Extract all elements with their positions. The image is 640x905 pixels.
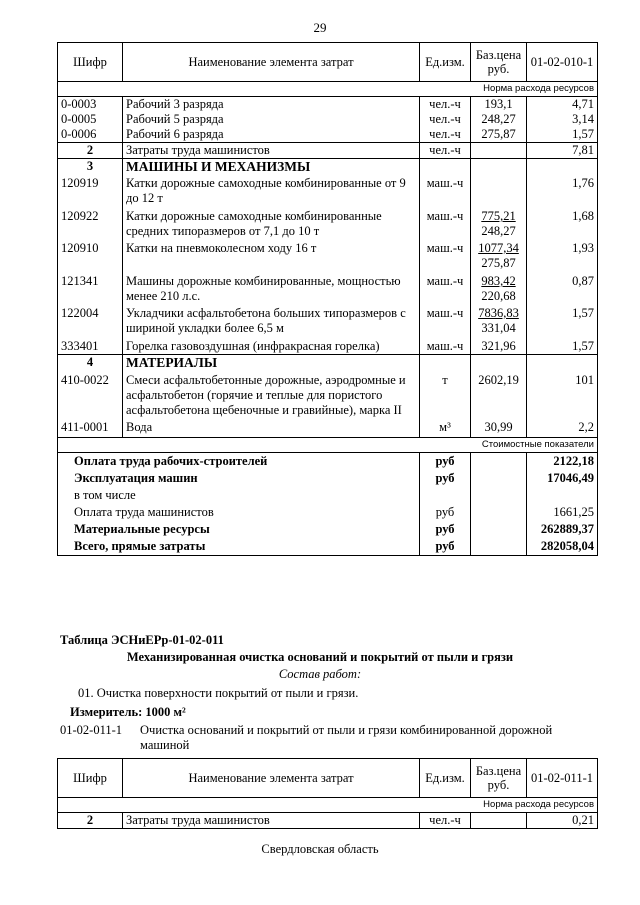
- col-name-header: Наименование элемента затрат: [123, 759, 420, 798]
- section-row-machines: 3 МАШИНЫ И МЕХАНИЗМЫ: [58, 159, 598, 175]
- table-row: 2 Затраты труда машинистов чел.-ч 0,21: [58, 813, 598, 829]
- work-item: 01. Очистка поверхности покрытий от пыли и грязи.: [78, 686, 359, 700]
- col-code-header: Шифр: [58, 43, 123, 82]
- col-norm-code-header: 01-02-010-1: [527, 43, 598, 82]
- table-row: 120922 Катки дорожные самоходные комбинированные средних типоразмеров от 7,1 до 10 т маш.-ч 775,21 248,27 1,68: [58, 206, 598, 239]
- summary-row: Оплата труда рабочих-строителей руб 2122,18: [58, 453, 598, 471]
- norm-label: Норма расхода ресурсов: [58, 798, 598, 813]
- norm-label-row: [58, 798, 598, 813]
- work-composition-label: Состав работ:: [278, 667, 362, 681]
- page-footer: Свердловская область: [261, 842, 379, 856]
- norm-label: Норма расхода ресурсов: [58, 82, 598, 97]
- table-row: 122004 Укладчики асфальтобетона больших типоразмеров с шириной укладки более 6,5 м маш.-ч 7836,83 331,04 1,57: [58, 304, 598, 336]
- table-row: 0-0006 Рабочий 6 разряда чел.-ч 275,87 1,57: [58, 127, 598, 143]
- summary-row: Оплата труда машинистов руб 1661,25: [58, 504, 598, 521]
- col-norm-code-header: 01-02-011-1: [527, 759, 598, 798]
- resource-norms-table-01-02-011: [57, 758, 598, 829]
- summary-row: Эксплуатация машин руб 17046,49: [58, 470, 598, 487]
- col-unit-header: Ед.изм.: [420, 43, 471, 82]
- table-row: 120919 Катки дорожные самоходные комбинированные от 9 до 12 т маш.-ч 1,76: [58, 174, 598, 206]
- col-code-header: Шифр: [58, 759, 123, 798]
- measure-unit: Измеритель: 1000 м²: [70, 705, 186, 719]
- norm-label-row: [58, 82, 598, 97]
- cost-indicators-label: Стоимостные показатели: [58, 438, 598, 453]
- section-row-materials: 4 МАТЕРИАЛЫ: [58, 355, 598, 371]
- table-row: 411-0001 Вода м³ 30,99 2,2: [58, 418, 598, 438]
- table-row: 2 Затраты труда машинистов чел.-ч 7,81: [58, 143, 598, 159]
- table-row: 410-0022 Смеси асфальтобетонные дорожные, аэродромные и асфальтобетон (горячие и теплые для пористого асфальтобетона щебеночные и гравийные), марка II т 2602,19 101: [58, 370, 598, 418]
- table-header-row: [58, 43, 598, 82]
- item-description: Очистка оснований и покрытий от пыли и грязи комбинированной дорожной машиной: [140, 723, 553, 752]
- resource-norms-table-01-02-010: [57, 42, 598, 556]
- table-row: 0-0005 Рабочий 5 разряда чел.-ч 248,27 3,14: [58, 112, 598, 127]
- col-price-header: Баз.цена руб.: [471, 43, 527, 82]
- section-heading: Механизированная очистка оснований и покрытий от пыли и грязи: [126, 650, 514, 664]
- item-code: 01-02-011-1: [60, 723, 123, 737]
- table-row: 120910 Катки на пневмоколесном ходу 16 т маш.-ч 1077,34 275,87 1,93: [58, 239, 598, 271]
- table-header-row: [58, 759, 598, 798]
- table-title: Таблица ЭСНиЕРр-01-02-011: [60, 633, 224, 647]
- page-number: 29: [313, 20, 327, 35]
- summary-row: Материальные ресурсы руб 262889,37: [58, 521, 598, 538]
- cost-indicators-row: [58, 438, 598, 453]
- table-row: 121341 Машины дорожные комбинированные, мощностью менее 210 л.с. маш.-ч 983,42 220,68 0,87: [58, 271, 598, 304]
- table-row: 333401 Горелка газовоздушная (инфракрасная горелка) маш.-ч 321,96 1,57: [58, 336, 598, 355]
- col-name-header: Наименование элемента затрат: [123, 43, 420, 82]
- col-price-header: Баз.цена руб.: [471, 759, 527, 798]
- summary-row: Всего, прямые затраты руб 282058,04: [58, 538, 598, 556]
- table-row: 0-0003 Рабочий 3 разряда чел.-ч 193,1 4,71: [58, 97, 598, 113]
- col-unit-header: Ед.изм.: [420, 759, 471, 798]
- summary-row: в том числе: [58, 487, 598, 504]
